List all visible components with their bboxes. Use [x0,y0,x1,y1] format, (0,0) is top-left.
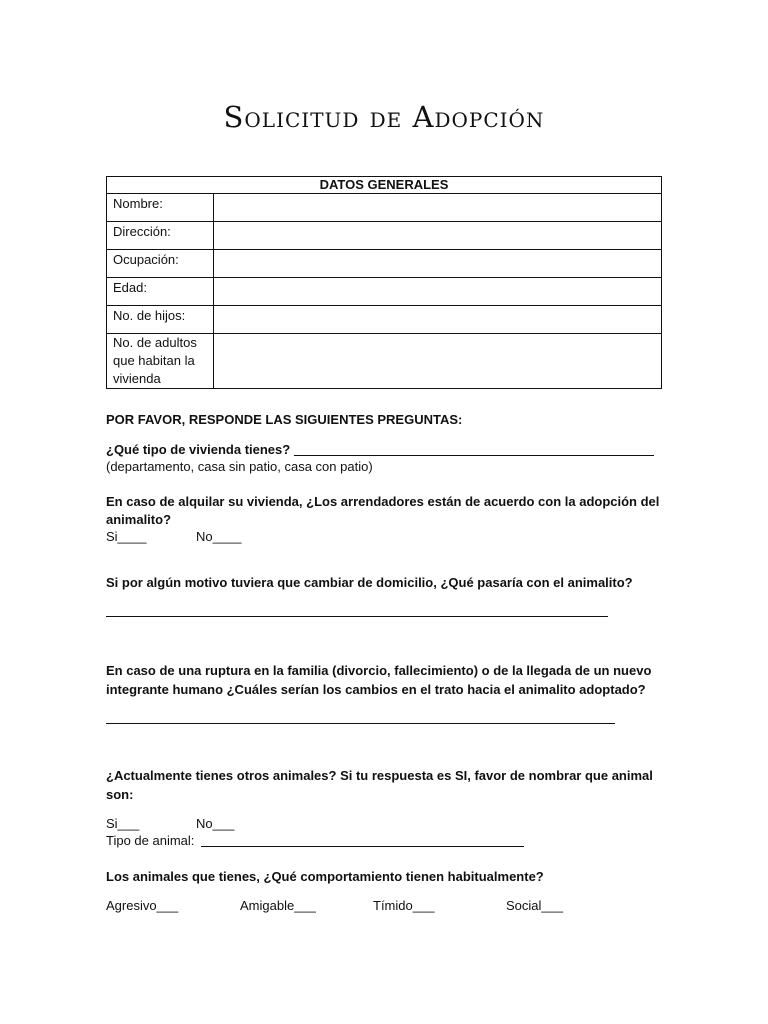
question-ruptura-line1: En caso de una ruptura en la familia (divorcio, fallecimiento) o de la llegada de un nuevo [106,663,652,678]
option-social[interactable]: Social___ [506,898,564,913]
question-arrendadores-line2: animalito? [106,512,172,527]
row-label-adultos: No. de adultos que habitan la vivienda [107,334,214,389]
answer-line-ruptura[interactable] [106,723,615,724]
table-row [107,278,662,306]
document-title: Solicitud de Adopción [223,100,545,134]
row-label-hijos: No. de hijos: [107,306,214,334]
table-row [107,334,662,389]
tipo-animal-label: Tipo de animal: [106,833,195,848]
table-row [107,194,662,222]
adultos-field[interactable] [214,334,662,389]
datos-generales-table [106,176,662,389]
question-domicilio: Si por algún motivo tuviera que cambiar de domicilio, ¿Qué pasaría con el animalito? [106,575,633,590]
question-comportamiento: Los animales que tienes, ¿Qué comportamiento tienen habitualmente? [106,869,544,884]
edad-field[interactable] [214,278,662,306]
row-label-direccion: Dirección: [107,222,214,250]
direccion-field[interactable] [214,222,662,250]
table-header: DATOS GENERALES [107,177,662,194]
question-vivienda: ¿Qué tipo de vivienda tienes? [106,442,291,457]
table-row [107,222,662,250]
ocupacion-field[interactable] [214,250,662,278]
question-ruptura-line2: integrante humano ¿Cuáles serían los cambios en el trato hacia el animalito adoptado? [106,682,646,697]
row-label-ocupacion: Ocupación: [107,250,214,278]
table-row [107,306,662,334]
instructions-heading: POR FAVOR, RESPONDE LAS SIGUIENTES PREGUNTAS: [106,412,463,427]
option-timido[interactable]: Tímido___ [373,898,435,913]
option-si[interactable]: Si____ [106,529,147,544]
option-amigable[interactable]: Amigable___ [240,898,316,913]
row-label-nombre: Nombre: [107,194,214,222]
row-label-edad: Edad: [107,278,214,306]
question-otros-animales-line1: ¿Actualmente tienes otros animales? Si tu respuesta es SI, favor de nombrar que animal [106,768,653,783]
option-no[interactable]: No____ [196,529,242,544]
hint-vivienda: (departamento, casa sin patio, casa con patio) [106,459,373,474]
question-arrendadores-line1: En caso de alquilar su vivienda, ¿Los arrendadores están de acuerdo con la adopción del [106,494,660,509]
option-agresivo[interactable]: Agresivo___ [106,898,179,913]
table-row [107,250,662,278]
answer-line-domicilio[interactable] [106,616,608,617]
hijos-field[interactable] [214,306,662,334]
option-no[interactable]: No___ [196,816,235,831]
answer-line-tipo-animal[interactable] [201,846,524,847]
question-otros-animales-line2: son: [106,787,134,802]
option-si[interactable]: Si___ [106,816,140,831]
answer-line-vivienda[interactable] [294,455,654,456]
nombre-field[interactable] [214,194,662,222]
